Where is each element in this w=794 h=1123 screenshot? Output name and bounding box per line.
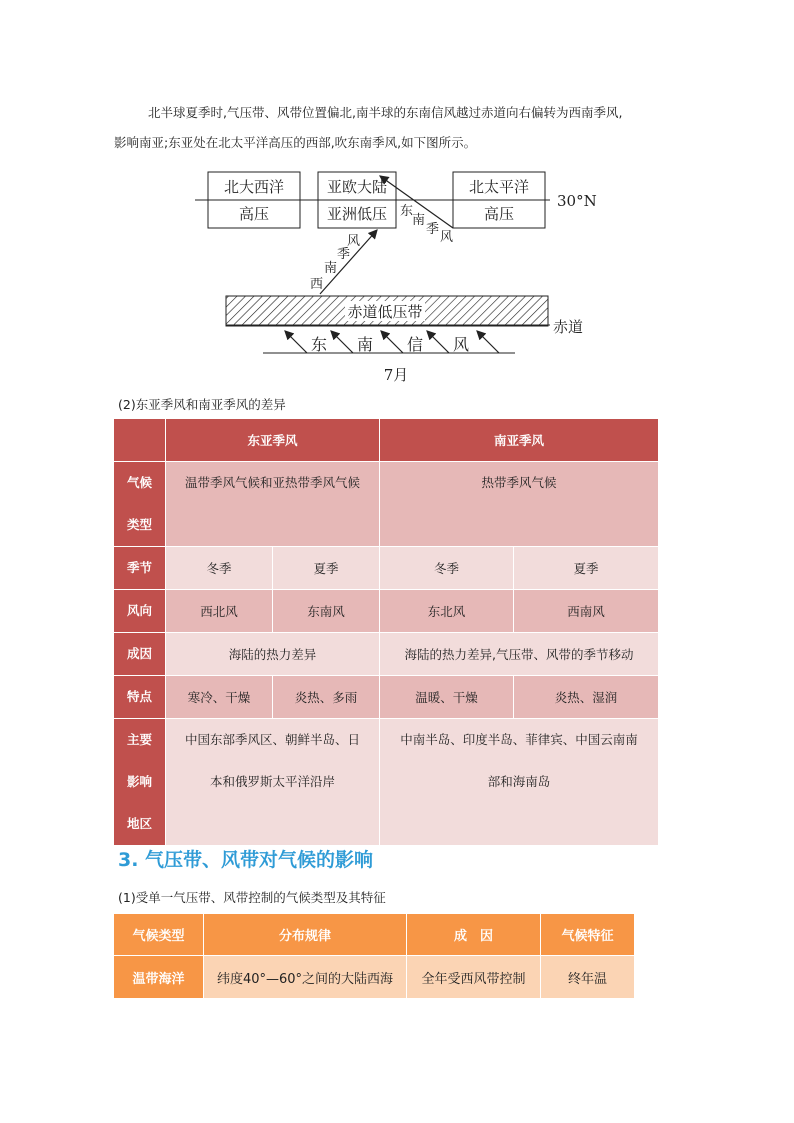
trade-arrow-4: [427, 331, 449, 353]
row-header-line: 气候: [126, 475, 152, 490]
cell-feature-4: 炎热、湿润: [514, 676, 659, 719]
trade-arrow-5: [477, 331, 499, 353]
table-row: [114, 590, 659, 633]
row-header-line: 类型: [126, 517, 152, 532]
se-char-1: 东: [400, 204, 414, 219]
cell-east-area: [166, 719, 380, 846]
row-header-temperate-ocean: 温带海洋: [114, 956, 204, 999]
cell-line: 中南半岛、印度半岛、菲律宾、中国云南南: [400, 732, 638, 747]
cell-distribution: 纬度40°—60°之间的大陆西海: [204, 956, 407, 999]
intro-line-1: 北半球夏季时,气压带、风带位置偏北,南半球的东南信风越过赤道向右偏转为西南季风,: [148, 105, 623, 120]
col-header-climate-type: 气候类型: [114, 914, 204, 956]
row-header-season: 季节: [114, 547, 166, 590]
row-header-line: 主要: [126, 732, 152, 747]
sw-char-3: 季: [337, 247, 351, 262]
row-header-line: 地区: [126, 816, 152, 831]
trade-arrow-2: [331, 331, 353, 353]
sw-char-2: 南: [324, 261, 338, 276]
monsoon-comparison-table: [113, 418, 659, 846]
cell-east-cause: 海陆的热力差异: [166, 633, 380, 676]
box-right-top: 北太平洋: [468, 178, 530, 196]
cell-east-summer: 夏季: [273, 547, 380, 590]
cell-east-winter: 冬季: [166, 547, 273, 590]
trade-char-3: 信: [406, 335, 424, 354]
table-row: [114, 914, 635, 956]
month-label: 7月: [383, 366, 409, 384]
row-header-cause: 成因: [114, 633, 166, 676]
box-mid-bottom: 亚洲低压: [326, 205, 388, 223]
cell-cause: 全年受西风带控制: [407, 956, 541, 999]
table-row: [114, 419, 659, 462]
se-char-2: 南: [412, 213, 426, 228]
lat-30n-label: 30°N: [557, 192, 597, 210]
cell-south-summer: 夏季: [514, 547, 659, 590]
se-char-3: 季: [426, 222, 440, 237]
equator-label: 赤道: [553, 318, 584, 336]
se-char-4: 风: [440, 230, 454, 245]
climate-type-table: [113, 913, 635, 999]
box-mid-top: 亚欧大陆: [326, 178, 388, 196]
col-header-distribution: 分布规律: [204, 914, 407, 956]
cell-south-cause: 海陆的热力差异,气压带、风带的季节移动: [380, 633, 659, 676]
box-left-top: 北大西洋: [223, 178, 285, 196]
row-header-wind: 风向: [114, 590, 166, 633]
box-left-bottom: 高压: [238, 205, 270, 223]
sw-char-1: 西: [310, 277, 324, 292]
cell-wind-3: 东北风: [380, 590, 514, 633]
cell-wind-1: 西北风: [166, 590, 273, 633]
row-header-area: [114, 719, 166, 846]
trade-char-2: 南: [356, 335, 374, 354]
table-row: [114, 633, 659, 676]
table-row: [114, 719, 659, 846]
box-right-bottom: 高压: [483, 205, 515, 223]
col-header-east: 东亚季风: [166, 419, 380, 462]
cell-feature-1: 寒冷、干燥: [166, 676, 273, 719]
trade-arrow-1: [285, 331, 307, 353]
table2-caption: (1)受单一气压带、风带控制的气候类型及其特征: [118, 890, 386, 905]
table-row: [114, 956, 635, 999]
sw-char-4: 风: [347, 234, 361, 249]
table-row: [114, 676, 659, 719]
cell-line: 部和海南岛: [487, 774, 551, 789]
cell-line: 中国东部季风区、朝鲜半岛、日: [185, 732, 361, 747]
intro-paragraph: [114, 98, 674, 158]
trade-arrow-3: [381, 331, 403, 353]
col-header-south: 南亚季风: [380, 419, 659, 462]
cell-feature-2: 炎热、多雨: [273, 676, 380, 719]
row-header-climate: [114, 462, 166, 547]
row-header-line: 影响: [126, 774, 152, 789]
corner-cell: [114, 419, 166, 462]
cell-wind-4: 西南风: [514, 590, 659, 633]
col-header-feature: 气候特征: [541, 914, 635, 956]
cell-south-climate: 热带季风气候: [380, 462, 659, 547]
cell-line: 本和俄罗斯太平洋沿岸: [210, 774, 336, 789]
cell-feature: 终年温: [541, 956, 635, 999]
section-3-title: 3. 气压带、风带对气候的影响: [118, 849, 374, 871]
row-header-feature: 特点: [114, 676, 166, 719]
belt-label: 赤道低压带: [347, 303, 423, 321]
cell-south-winter: 冬季: [380, 547, 514, 590]
table-row: [114, 462, 659, 547]
table1-caption: (2)东亚季风和南亚季风的差异: [118, 397, 286, 412]
col-header-cause: 成 因: [407, 914, 541, 956]
cell-wind-2: 东南风: [273, 590, 380, 633]
intro-line-2: 影响南亚;东亚处在北太平洋高压的西部,吹东南季风,如下图所示。: [114, 135, 477, 150]
monsoon-diagram: [195, 168, 615, 388]
cell-feature-3: 温暖、干燥: [380, 676, 514, 719]
cell-south-area: [380, 719, 659, 846]
trade-char-1: 东: [310, 335, 328, 354]
cell-east-climate: 温带季风气候和亚热带季风气候: [166, 462, 380, 547]
table-row: [114, 547, 659, 590]
trade-char-4: 风: [452, 335, 470, 354]
